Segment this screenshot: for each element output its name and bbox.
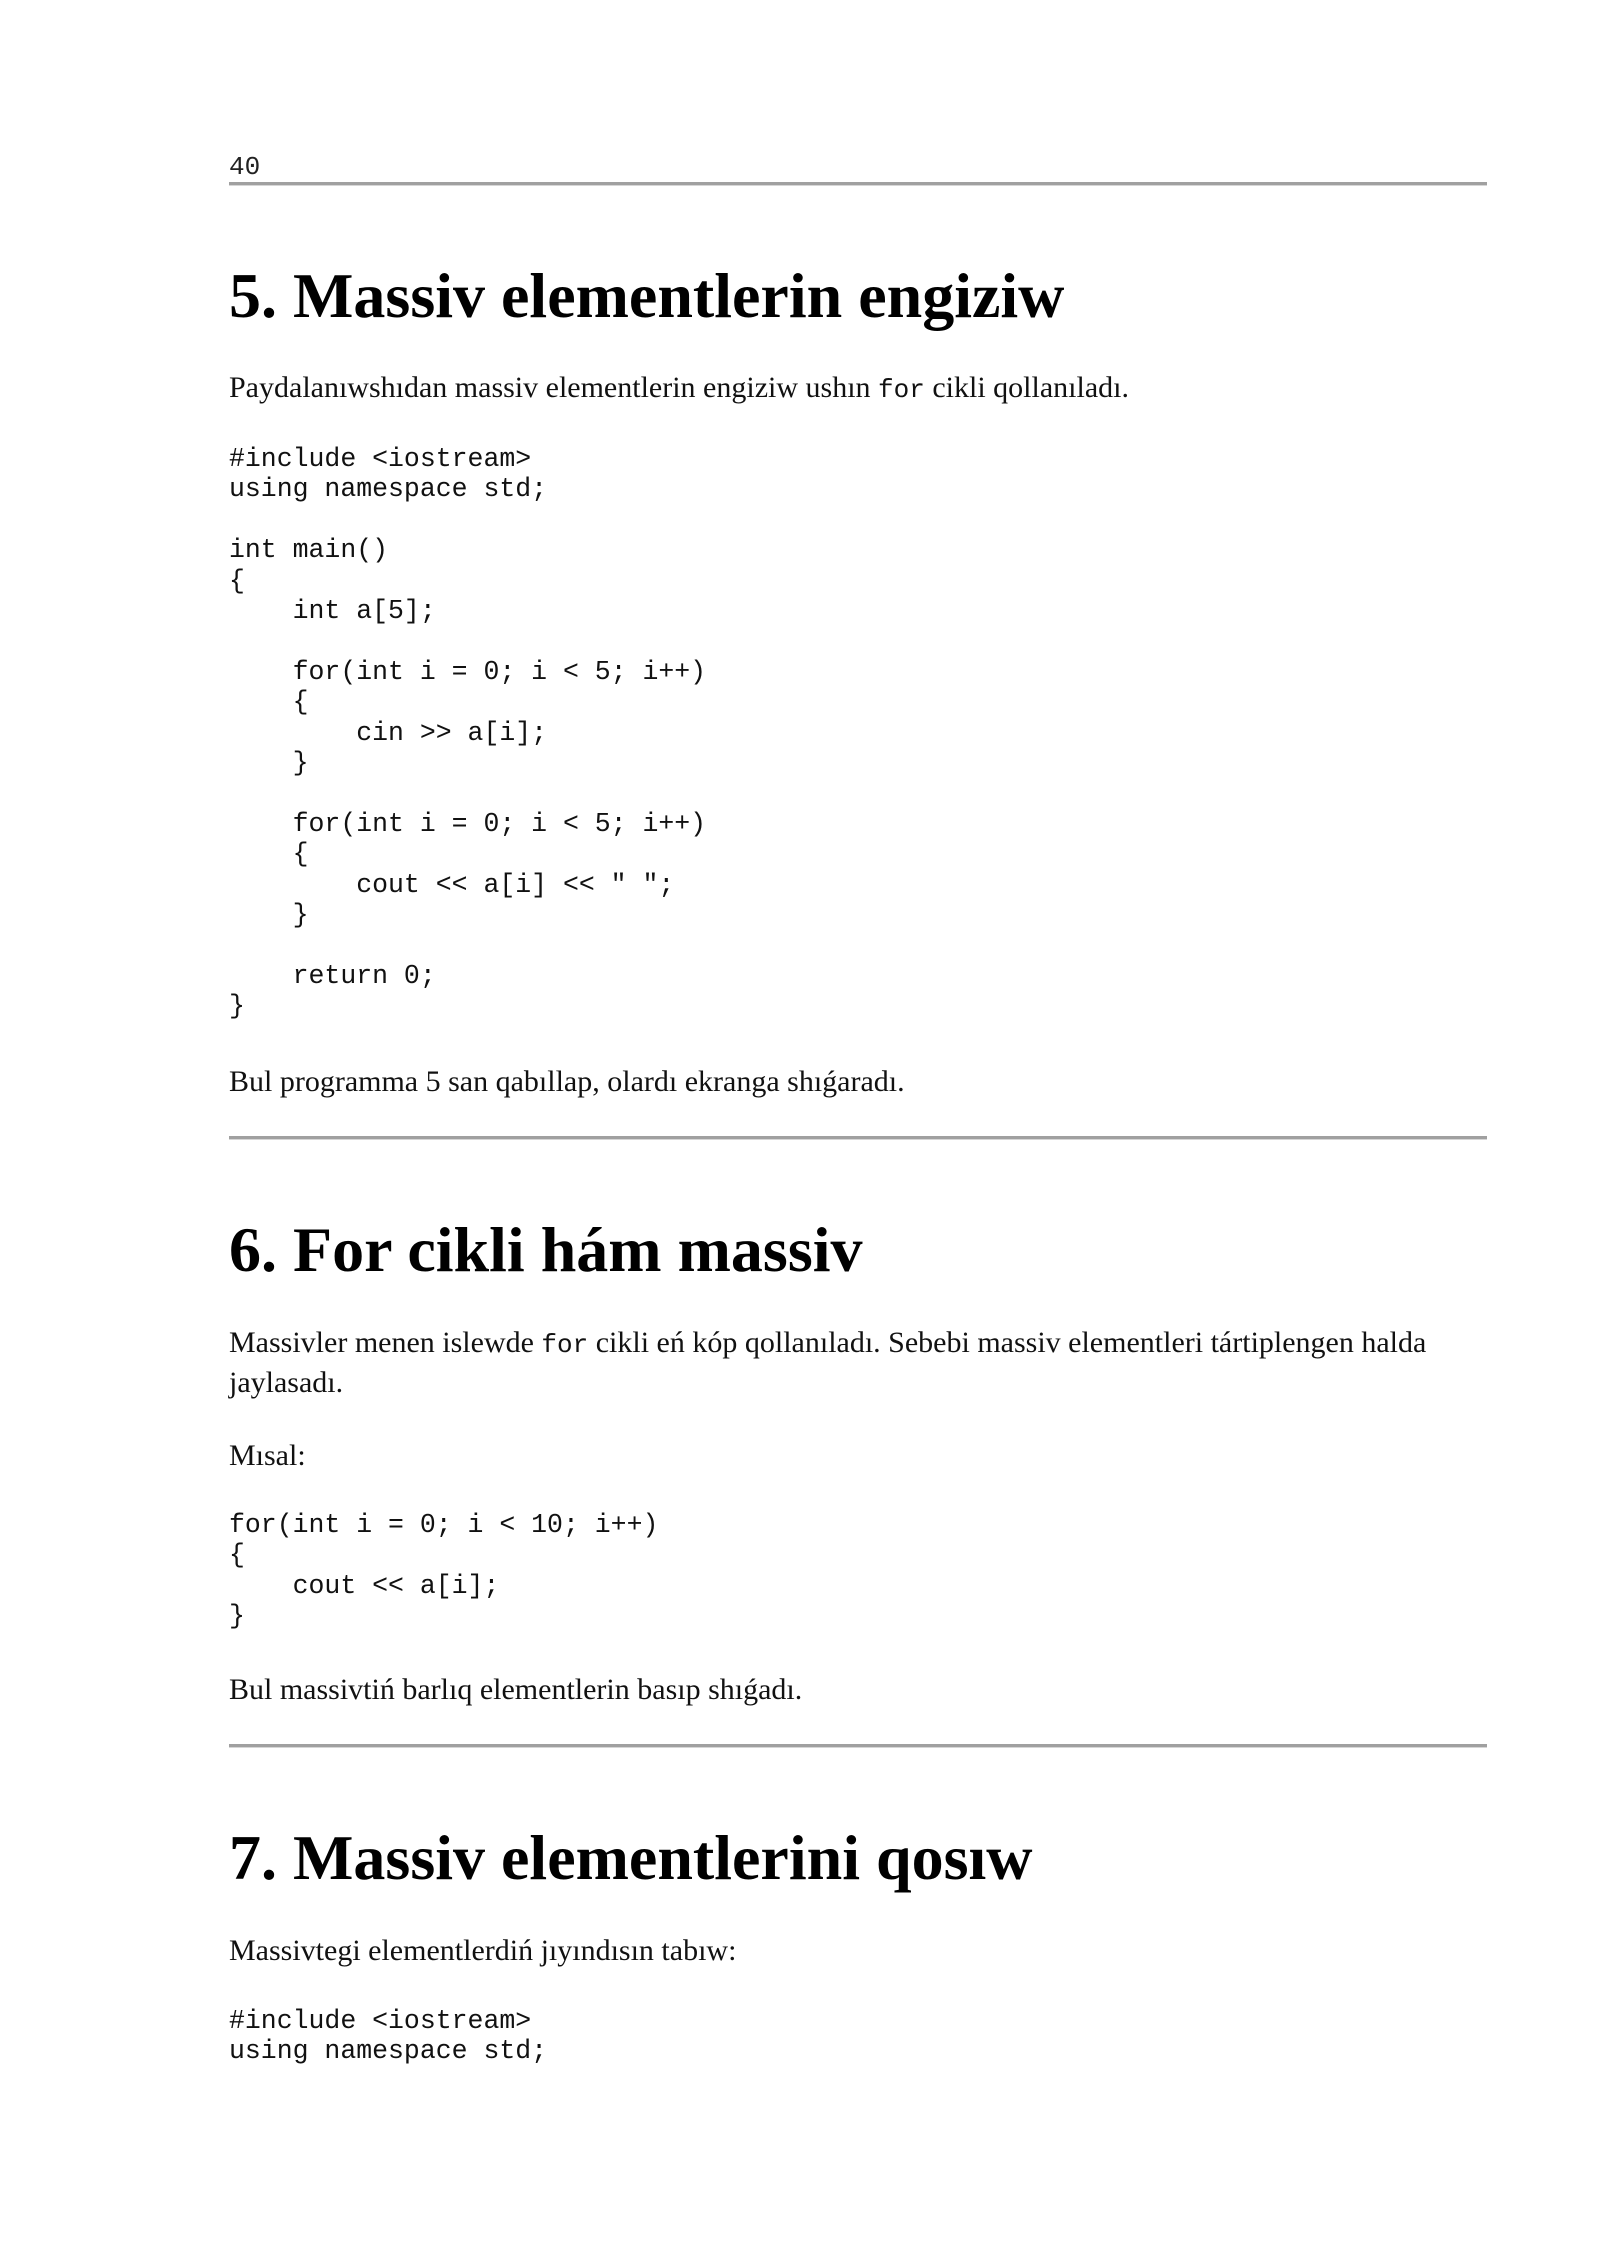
section-7-heading: 7. Massiv elementlerini qosıw bbox=[229, 1822, 1033, 1893]
section-6-code-block: for(int i = 0; i < 10; i++) { cout << a[i]; } bbox=[229, 1510, 659, 1632]
section-7-code-block: #include <iostream> using namespace std; bbox=[229, 2006, 548, 2067]
inline-code-for: for bbox=[878, 375, 925, 405]
inline-code-for: for bbox=[541, 1330, 589, 1360]
section-5-heading: 5. Massiv elementlerin engiziw bbox=[229, 260, 1065, 331]
section-7-intro: Massivtegi elementlerdiń jıyındısın tabıw: bbox=[229, 1934, 737, 1967]
section-6-heading: 6. For cikli hám massiv bbox=[229, 1214, 863, 1285]
section-5-outro: Bul programma 5 san qabıllap, olardı ekranga shıǵaradı. bbox=[229, 1065, 905, 1098]
section-6-intro: Massivler menen islewde for cikli eń kóp qollanıladı. Sebebi massiv elementleri tártiplengen halda jaylasadı. bbox=[229, 1326, 1427, 1399]
section-6-example-label: Mısal: bbox=[229, 1439, 306, 1472]
page-number: 40 bbox=[229, 152, 261, 182]
section-5-intro: Paydalanıwshıdan massiv elementlerin engiziw ushın for cikli qollanıladı. bbox=[229, 371, 1129, 405]
section-6-outro: Bul massivtiń barlıq elementlerin basıp shıǵadı. bbox=[229, 1673, 803, 1706]
section-divider bbox=[229, 1136, 1487, 1140]
section-5-code-block: #include <iostream> using namespace std; int main() { int a[5]; for(int i = 0; i < 5; i++) { cin >> a[i]; } for(int i = 0; i < 5; i++) { cout << a[i] << " "; } return 0; } bbox=[229, 444, 707, 1022]
header-rule bbox=[229, 182, 1487, 186]
section-divider bbox=[229, 1744, 1487, 1748]
